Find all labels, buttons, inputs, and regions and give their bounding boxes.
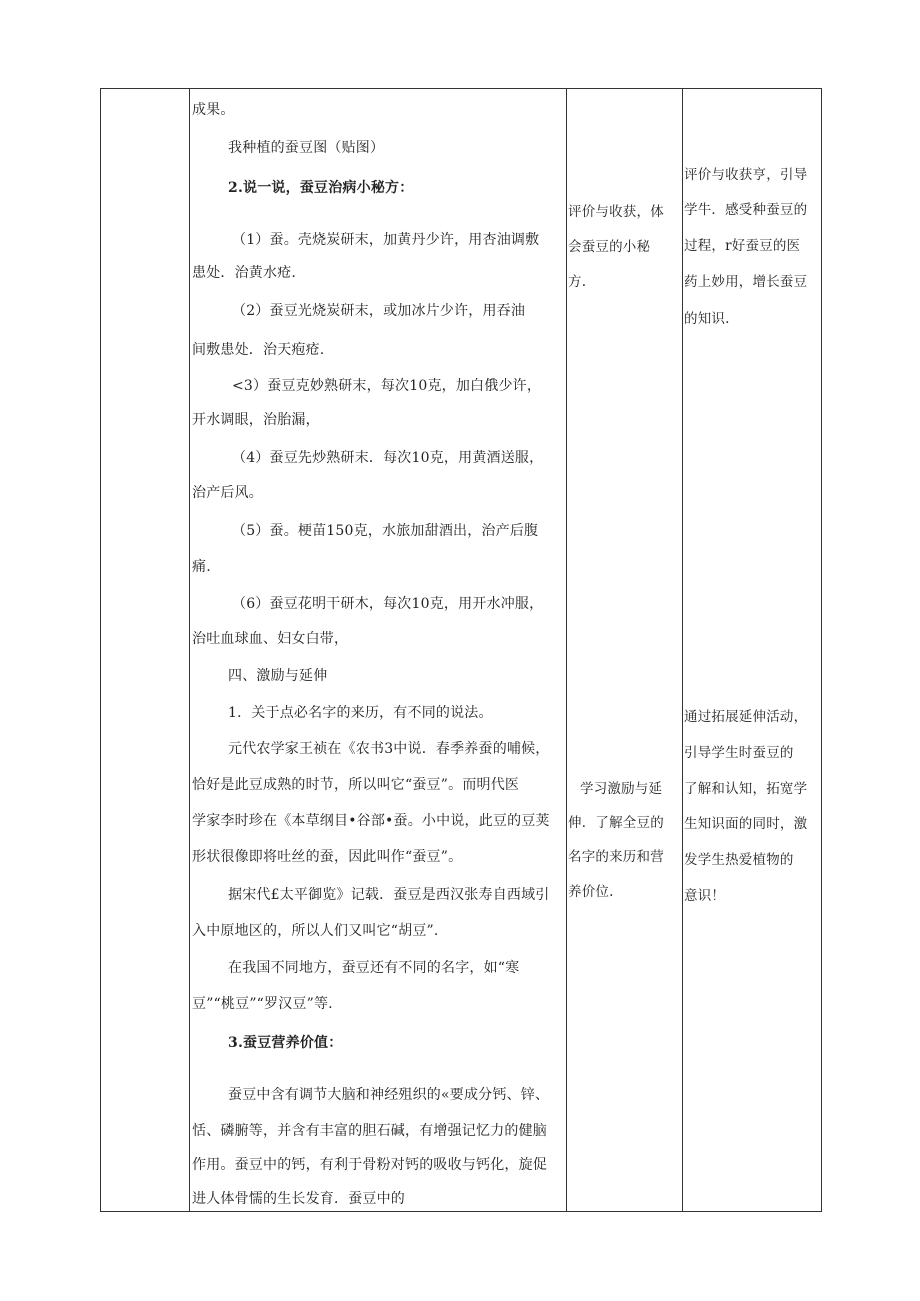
content-line: <3）蚕豆克妙熟研末，每次10克，加白俄少许， [232,378,542,394]
content-line: 在我国不同地方，蚕豆还有不同的名字，如“寒 [228,960,520,976]
section-heading: 3.蚕豆营养价值： [228,1035,343,1051]
activity-line: 会蚕豆的小秘 [568,239,651,255]
content-line: 恬、磷腑等，并含有丰富的胆石碱，有增强记忆力的健脑 [192,1123,547,1139]
content-line: 痛. [192,559,211,575]
section-heading: 四、激励与延伸 [228,668,328,684]
content-line: 成果。 [192,102,235,118]
content-line: 元代农学家王祯在《农书3中说．春季养蚕的哺候， [228,741,550,757]
column-divider-2 [566,88,567,1212]
table-border-left [100,88,101,1212]
content-line: 形状很像即将吐丝的蚕，因此叫作“蚕豆”。 [192,849,463,865]
content-line: 蚕豆中含有调节大脑和神经殂织的«要成分钙、锌、 [228,1087,550,1103]
activity-line: 伸．了解全豆的 [568,815,664,831]
intent-line: 生知识面的同时，激 [684,816,808,832]
intent-line: 学牛．感受种蚕豆的 [684,202,808,218]
content-line: （5）蚕。梗苗150克，水旅加甜酒出，治产后腹 [232,523,539,539]
column-divider-1 [189,88,190,1212]
content-line: 恰好是此豆成熟的时节，所以叫它“蚕豆”。而明代医 [192,777,520,793]
content-line: 患处．治黄水疮. [192,265,297,281]
table-border-right [821,88,822,1212]
intent-line: 了解和认知，拓宽学 [684,781,808,797]
intent-line: 过程，r好蚕豆的医 [684,238,801,254]
content-line: 我种植的蚕豆图（贴图） [228,140,385,156]
column-divider-3 [682,88,683,1212]
activity-line: 养价位. [568,884,614,900]
content-line: 进人体骨懦的生长发育．蚕豆中的 [192,1191,405,1207]
intent-line: 的知识. [684,311,730,327]
content-line: （2）蚕豆光烧炭研末，或加冰片少许，用吞油 [232,303,526,319]
activity-line: 方. [568,274,587,290]
content-line: 入中原地区的，所以人们又叫它“胡豆”. [192,923,439,939]
content-line: 豆”“桃豆”“罗汉豆”等. [192,996,333,1012]
content-line: 间敷患处．治天疱疮. [192,342,325,358]
activity-line: 名字的来历和营 [568,849,664,865]
intent-line: 发学生热爱植物的 [684,852,794,868]
intent-line: 药上妙用，增长蚕豆 [684,274,808,290]
table-top-border [100,88,822,89]
activity-line: 评价与收获，体 [568,204,664,220]
content-line: （4）蚕豆先炒熟研末．每次10克，用黄酒送服， [232,450,544,466]
content-line: 开水调眼，治胎漏， [192,412,320,428]
content-line: （1）蚕。壳烧炭研末，加黄丹少许，用杏油调敷 [232,232,540,248]
intent-line: 评价与收获亨，引导 [684,167,808,183]
content-line: 据宋代£太平御览》记载．蚕豆是西汉张寿自西域引 [228,887,550,903]
content-line: 1．关于点必名字的来历，有不同的说法。 [228,705,493,721]
content-line: 治吐血球血、妇女白带， [192,631,349,647]
content-line: 学家李时珍在《本草纲目•谷部•蚕。小中说，此豆的豆荚 [192,813,550,829]
content-line: 作用。蚕豆中的钙，有利于骨粉对钙的吸收与钙化，旋促 [192,1157,547,1173]
content-line: （6）蚕豆花明干研木，每次10克，用开水冲服， [232,596,544,612]
section-heading: 2.说一说，蚕豆治病小秘方： [228,180,414,196]
content-line: 治产后风。 [192,485,263,501]
intent-line: 意识！ [684,888,726,904]
intent-line: 引导学生时蚕豆的 [684,745,794,761]
activity-line: 学习激励与延 [580,781,663,797]
intent-line: 通过拓展延伸活动， [684,709,808,725]
